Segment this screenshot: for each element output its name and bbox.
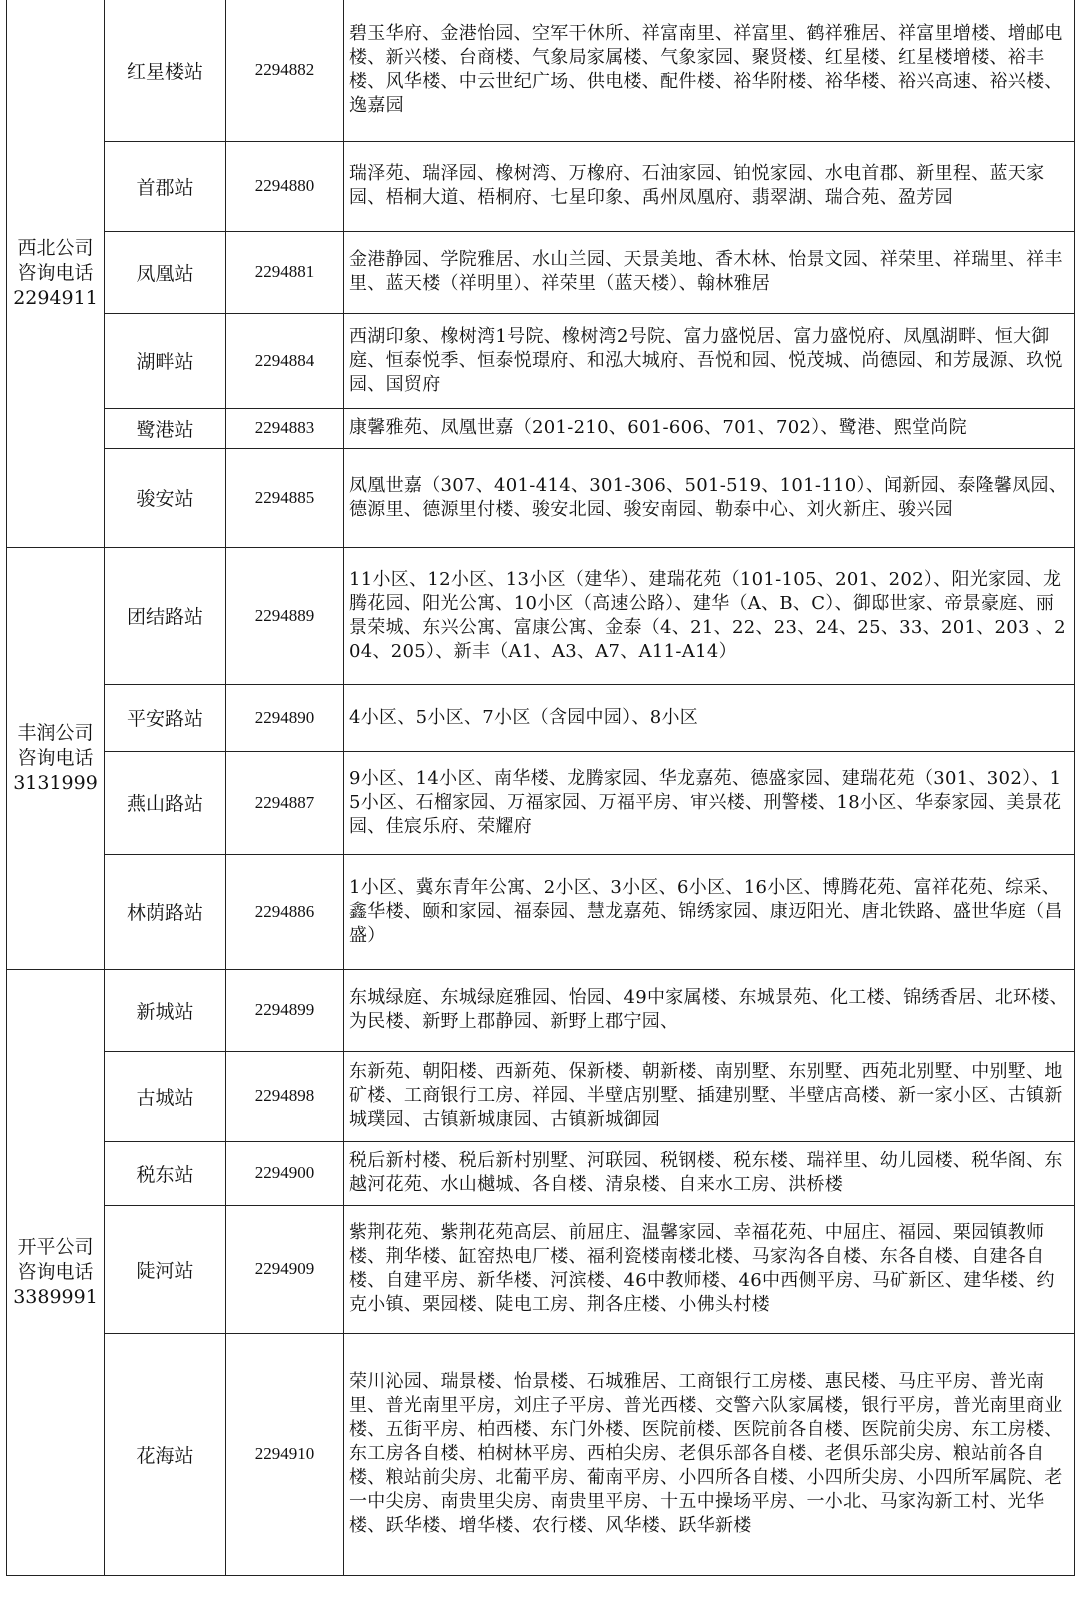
- station-name: 税东站: [105, 1141, 226, 1205]
- station-name: 湖畔站: [105, 313, 226, 408]
- service-areas: 康馨雅苑、凤凰世嘉（201-210、601-606、701、702）、鹭港、熙堂尚院: [344, 408, 1075, 448]
- hotline-label: 咨询电话: [17, 1260, 94, 1283]
- table-row: [7, 1141, 1075, 1205]
- company-cell: [7, 0, 105, 547]
- table-row: [7, 1333, 1075, 1575]
- station-name: 红星楼站: [105, 0, 226, 141]
- station-phone: 2294898: [226, 1051, 344, 1141]
- service-areas: 9小区、14小区、南华楼、龙腾家园、华龙嘉苑、德盛家园、建瑞花苑（301、302）、15小区、石榴家园、万福家园、万福平房、审兴楼、刑警楼、18小区、华泰家园、美景花园、佳宸乐府、荣耀府: [344, 751, 1075, 854]
- station-name: 凤凰站: [105, 231, 226, 313]
- station-phone: 2294885: [226, 448, 344, 547]
- company-cell: [7, 969, 105, 1575]
- station-phone: 2294887: [226, 751, 344, 854]
- service-areas: 瑞泽苑、瑞泽园、橡树湾、万橡府、石油家园、铂悦家园、水电首郡、新里程、蓝天家园、梧桐大道、梧桐府、七星印象、禹州凤凰府、翡翠湖、瑞合苑、盈芳园: [344, 141, 1075, 231]
- station-name: 团结路站: [105, 547, 226, 684]
- station-phone: 2294884: [226, 313, 344, 408]
- hotline-number: 3131999: [13, 771, 98, 794]
- service-areas: 金港静园、学院雅居、水山兰园、天景美地、香木林、怡景文园、祥荣里、祥瑞里、祥丰里、蓝天楼（祥明里）、祥荣里（蓝天楼）、翰林雅居: [344, 231, 1075, 313]
- company-name: 开平公司: [17, 1235, 94, 1258]
- station-phone: 2294890: [226, 684, 344, 751]
- station-name: 首郡站: [105, 141, 226, 231]
- station-phone: 2294899: [226, 969, 344, 1051]
- station-phone: 2294881: [226, 231, 344, 313]
- hotline-number: 3389991: [13, 1285, 98, 1308]
- station-name: 骏安站: [105, 448, 226, 547]
- station-name: 林荫路站: [105, 854, 226, 969]
- company-cell: [7, 547, 105, 969]
- station-phone: 2294882: [226, 0, 344, 141]
- hotline-label: 咨询电话: [17, 746, 94, 769]
- table-row: [7, 141, 1075, 231]
- table-row: [7, 684, 1075, 751]
- service-areas: 西湖印象、橡树湾1号院、橡树湾2号院、富力盛悦居、富力盛悦府、凤凰湖畔、恒大御庭、恒泰悦季、恒泰悦璟府、和泓大城府、吾悦和园、悦茂城、尚德园、和芳晟源、玖悦园、国贸府: [344, 313, 1075, 408]
- station-name: 燕山路站: [105, 751, 226, 854]
- company-name: 西北公司: [17, 236, 94, 259]
- table-row: [7, 0, 1075, 141]
- station-phone: 2294880: [226, 141, 344, 231]
- hotline-label: 咨询电话: [17, 261, 94, 284]
- station-name: 花海站: [105, 1333, 226, 1575]
- service-areas: 11小区、12小区、13小区（建华）、建瑞花苑（101-105、201、202）、阳光家园、龙腾花园、阳光公寓、10小区（高速公路）、建华（A、B、C）、御邸世家、帝景豪庭、丽景荣城、东兴公寓、富康公寓、金泰（4、21、22、23、24、25、33、201、203 、204、205）、新丰（A1、A3、A7、A11-A14）: [344, 547, 1075, 684]
- service-areas: 碧玉华府、金港怡园、空军干休所、祥富南里、祥富里、鹤祥雅居、祥富里增楼、增邮电楼、新兴楼、台商楼、气象局家属楼、气象家园、聚贤楼、红星楼、红星楼增楼、裕丰楼、风华楼、中云世纪广场、供电楼、配件楼、裕华附楼、裕华楼、裕兴高速、裕兴楼、逸嘉园: [344, 0, 1075, 141]
- station-table: [6, 0, 1075, 1576]
- station-phone: 2294889: [226, 547, 344, 684]
- service-areas: 凤凰世嘉（307、401-414、301-306、501-519、101-110）、闻新园、泰隆馨凤园、德源里、德源里付楼、骏安北园、骏安南园、勒泰中心、刘火新庄、骏兴园: [344, 448, 1075, 547]
- station-phone: 2294883: [226, 408, 344, 448]
- table-row: [7, 408, 1075, 448]
- station-name: 鹭港站: [105, 408, 226, 448]
- table-row: [7, 1051, 1075, 1141]
- table-row: [7, 231, 1075, 313]
- table-row: [7, 854, 1075, 969]
- table-row: [7, 969, 1075, 1051]
- service-areas: 东新苑、朝阳楼、西新苑、保新楼、朝新楼、南别墅、东别墅、西苑北别墅、中别墅、地矿楼、工商银行工房、祥园、半壁店别墅、插建别墅、半壁店高楼、新一家小区、古镇新城璞园、古镇新城康园、古镇新城御园: [344, 1051, 1075, 1141]
- station-phone: 2294886: [226, 854, 344, 969]
- station-name: 陡河站: [105, 1205, 226, 1333]
- service-areas: 荣川沁园、瑞景楼、怡景楼、石城雅居、工商银行工房楼、惠民楼、马庄平房、普光南里、普光南里平房，刘庄子平房、普光西楼、交警六队家属楼，银行平房，普光南里商业楼、五街平房、柏西楼、东门外楼、医院前楼、医院前各自楼、医院前尖房、东工房楼、东工房各自楼、柏树林平房、西柏尖房、老俱乐部各自楼、老俱乐部尖房、粮站前各自楼、粮站前尖房、北葡平房、葡南平房、小四所各自楼、小四所尖房、小四所军属院、老一中尖房、南贵里尖房、南贵里平房、十五中操场平房、一小北、马家沟新工村、光华楼、跃华楼、增华楼、农行楼、风华楼、跃华新楼: [344, 1333, 1075, 1575]
- station-name: 平安路站: [105, 684, 226, 751]
- station-phone: 2294909: [226, 1205, 344, 1333]
- station-name: 古城站: [105, 1051, 226, 1141]
- table-row: [7, 448, 1075, 547]
- table-row: [7, 751, 1075, 854]
- station-phone: 2294900: [226, 1141, 344, 1205]
- service-areas: 4小区、5小区、7小区（含园中园）、8小区: [344, 684, 1075, 751]
- service-areas: 税后新村楼、税后新村别墅、河联园、税钢楼、税东楼、瑞祥里、幼儿园楼、税华阁、东越河花苑、水山樾城、各自楼、清泉楼、自来水工房、洪桥楼: [344, 1141, 1075, 1205]
- service-areas: 东城绿庭、东城绿庭雅园、怡园、49中家属楼、东城景苑、化工楼、锦绣香居、北环楼、为民楼、新野上郡静园、新野上郡宁园、: [344, 969, 1075, 1051]
- service-areas: 1小区、冀东青年公寓、2小区、3小区、6小区、16小区、博腾花苑、富祥花苑、综采、鑫华楼、颐和家园、福泰园、慧龙嘉苑、锦绣家园、康迈阳光、唐北铁路、盛世华庭（昌盛）: [344, 854, 1075, 969]
- station-phone: 2294910: [226, 1333, 344, 1575]
- table-row: [7, 313, 1075, 408]
- table-row: [7, 547, 1075, 684]
- hotline-number: 2294911: [13, 286, 98, 309]
- table-row: [7, 1205, 1075, 1333]
- station-name: 新城站: [105, 969, 226, 1051]
- company-name: 丰润公司: [17, 721, 94, 744]
- service-areas: 紫荆花苑、紫荆花苑高层、前屈庄、温馨家园、幸福花苑、中屈庄、福园、栗园镇教师楼、荆华楼、缸窑热电厂楼、福利瓷楼南楼北楼、马家沟各自楼、东各自楼、自建各自楼、自建平房、新华楼、河滨楼、46中教师楼、46中西侧平房、马矿新区、建华楼、约克小镇、栗园楼、陡电工房、荆各庄楼、小佛头村楼: [344, 1205, 1075, 1333]
